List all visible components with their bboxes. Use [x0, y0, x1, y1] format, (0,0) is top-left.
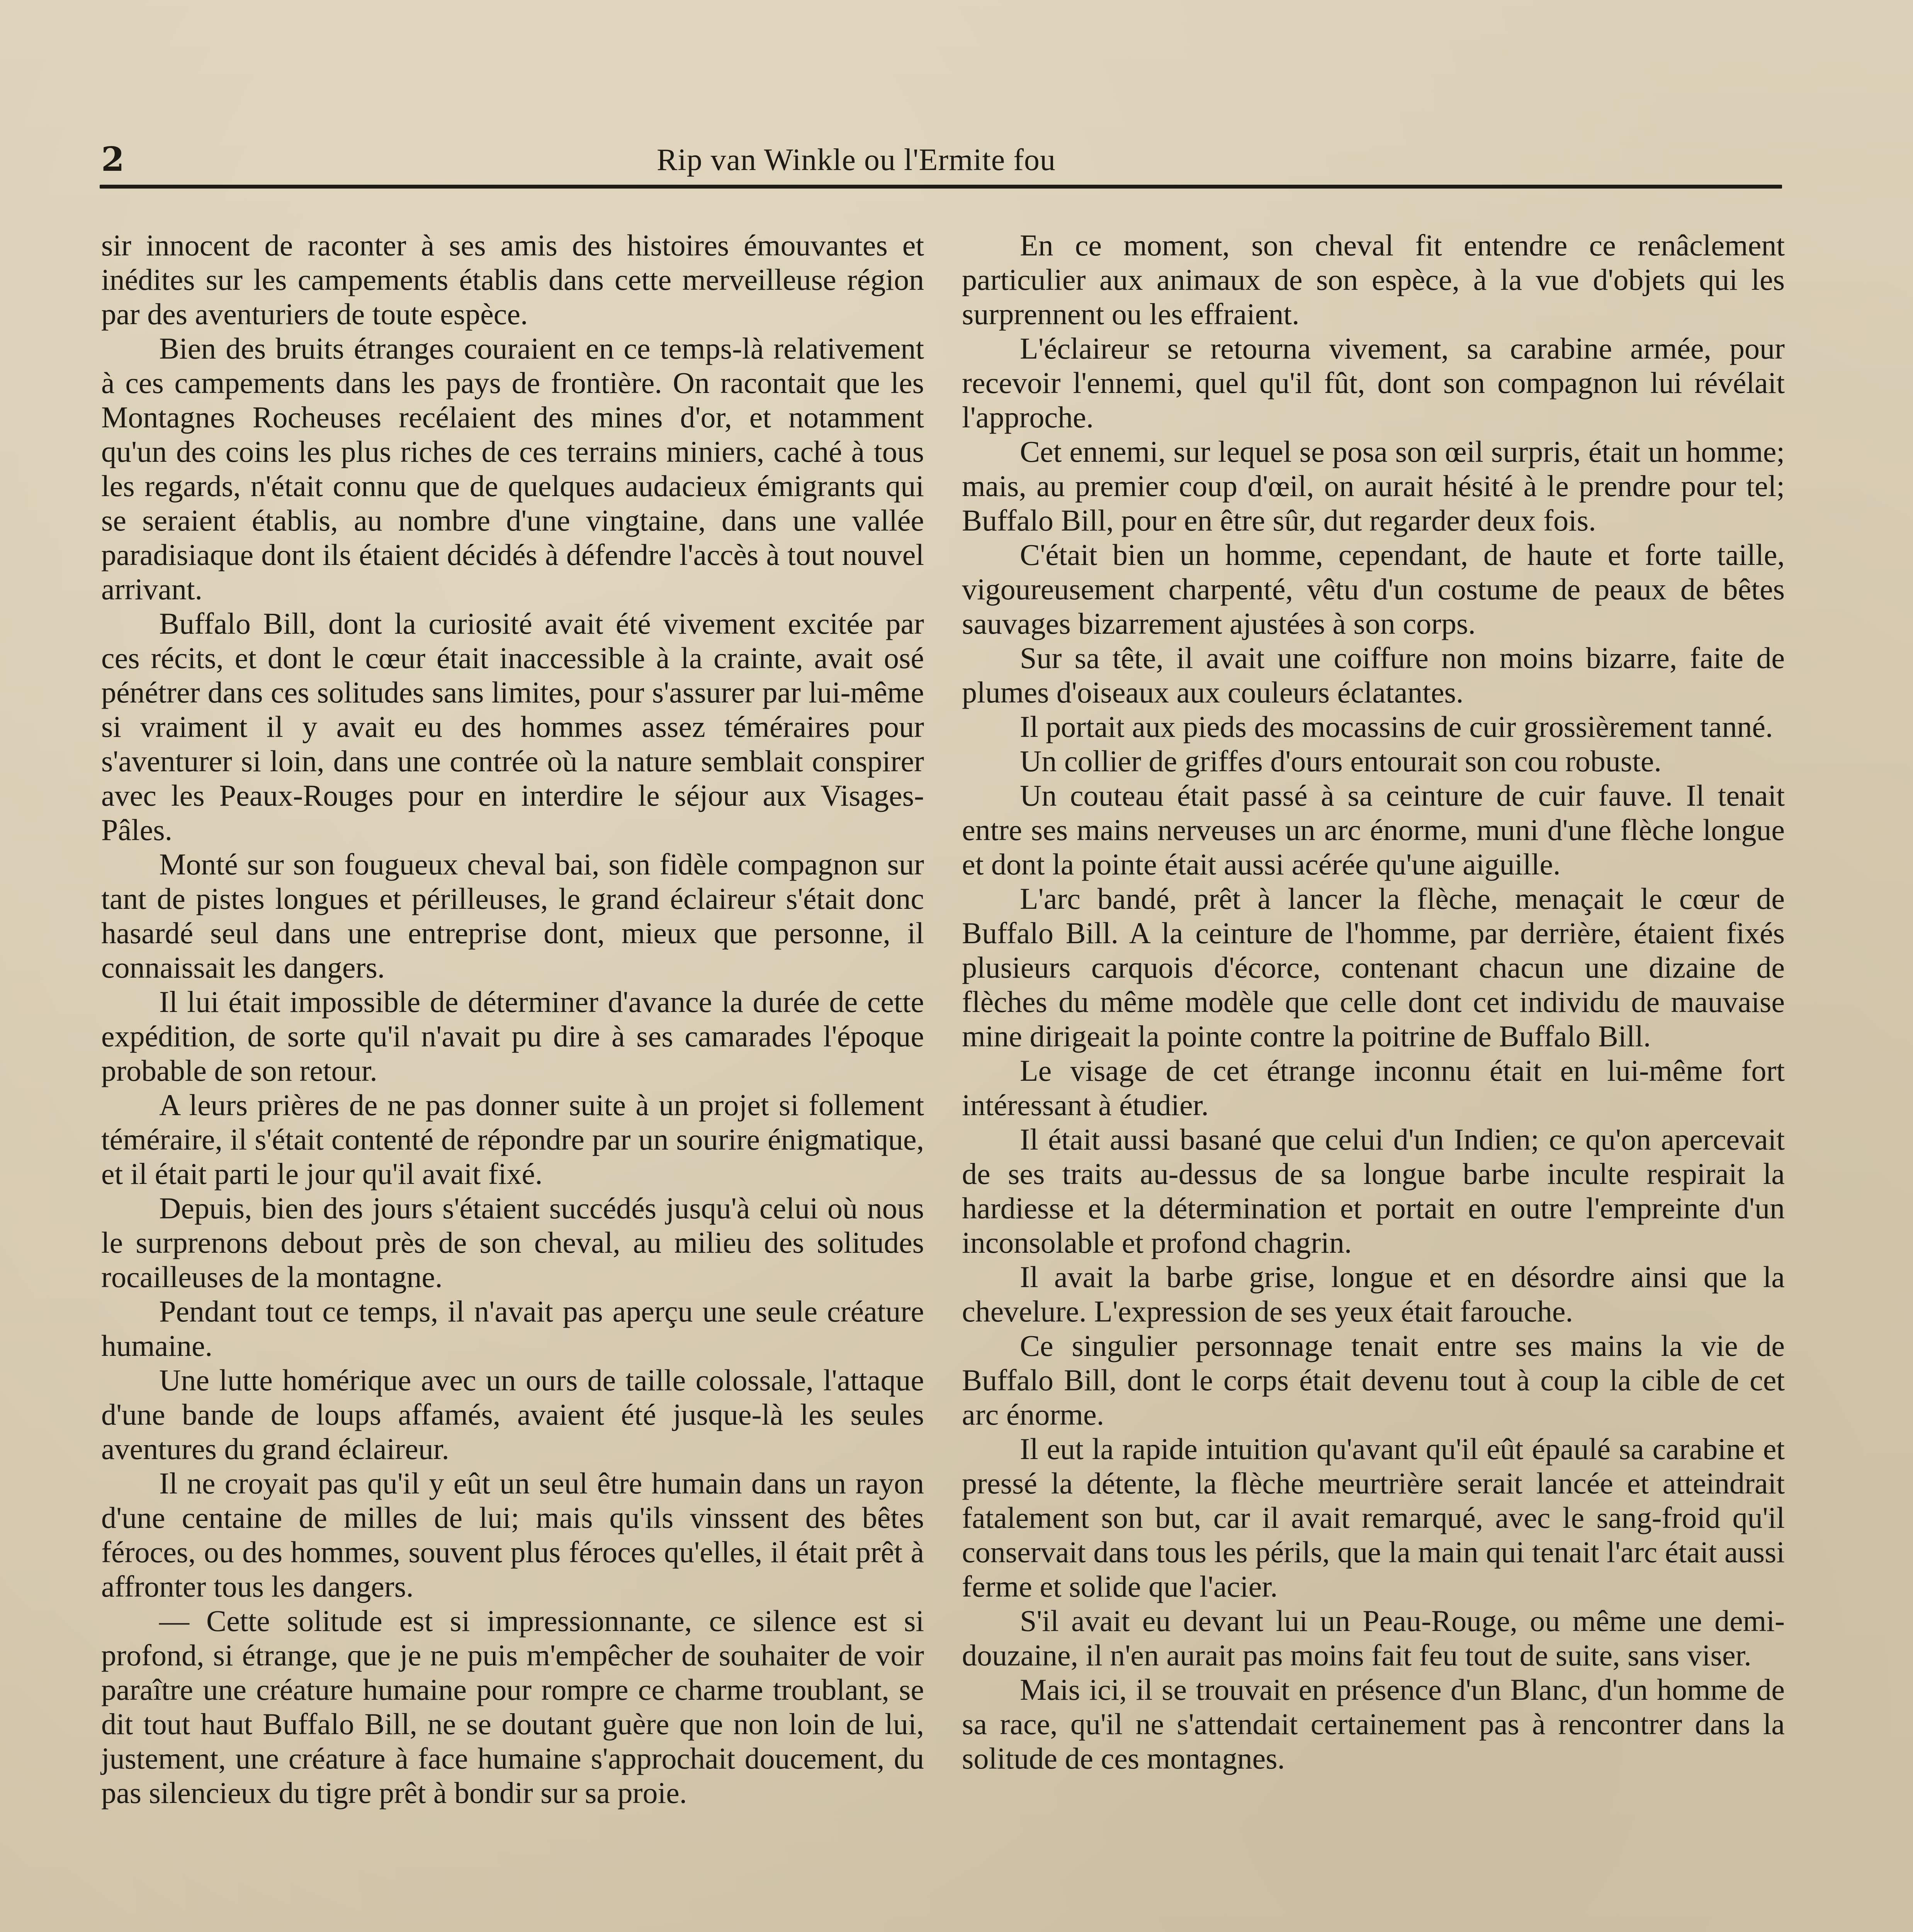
- paragraph: sir innocent de raconter à ses amis des histoires émouvantes et inédites sur les campements établis dans cette merveilleuse région par des aventuriers de toute espèce.: [101, 228, 924, 331]
- paragraph: Un collier de griffes d'ours entourait son cou robuste.: [1020, 744, 1662, 778]
- paragraph: En ce moment, son cheval fit entendre ce renâclement particulier aux animaux de son espèce, à la vue d'objets qui les surprennent ou les effraient.: [962, 228, 1785, 331]
- paragraph: Monté sur son fougueux cheval bai, son fidèle compagnon sur tant de pistes longues et périlleuses, le grand éclaireur s'était donc hasardé seul dans une entreprise dont, mieux que personne, il connaissait les dangers.: [101, 847, 924, 984]
- paragraph: Il eut la rapide intuition qu'avant qu'il eût épaulé sa carabine et pressé la détente, la flèche meurtrière serait lancée et atteindrait fatalement son but, car il avait remarqué, avec le sang-froid qu'il conservait dans tous les périls, que la main qui tenait l'arc était aussi ferme et solide que l'acier.: [962, 1432, 1785, 1603]
- paragraph: A leurs prières de ne pas donner suite à un projet si follement téméraire, il s'était contenté de répondre par un sourire énigmatique, et il était parti le jour qu'il avait fixé.: [101, 1088, 924, 1190]
- page-number: 2: [101, 140, 124, 179]
- paragraph: L'arc bandé, prêt à lancer la flèche, menaçait le cœur de Buffalo Bill. A la ceinture de l'homme, par derrière, étaient fixés plusieurs carquois d'écorce, contenant chacun une dizaine de flèches du même modèle que celle dont cet individu de mauvaise mine dirigeait la pointe contre la poitrine de Buffalo Bill.: [962, 882, 1785, 1053]
- paragraph: Le visage de cet étrange inconnu était en lui-même fort intéressant à étudier.: [962, 1054, 1785, 1122]
- paragraph: Il était aussi basané que celui d'un Indien; ce qu'on apercevait de ses traits au-dessus de sa longue barbe inculte respirait la hardiesse et la détermination et portait en outre l'empreinte d'un inconsolable et profond chagrin.: [962, 1122, 1785, 1259]
- paragraph: Une lutte homérique avec un ours de taille colossale, l'attaque d'une bande de loups affamés, avaient été jusque-là les seules aventures du grand éclaireur.: [101, 1363, 924, 1466]
- paragraph: C'était bien un homme, cependant, de haute et forte taille, vigoureusement charpenté, vêtu d'un costume de peaux de bêtes sauvages bizarrement ajustées à son corps.: [962, 538, 1785, 640]
- paragraph: Pendant tout ce temps, il n'avait pas aperçu une seule créature humaine.: [101, 1294, 924, 1362]
- paragraph: Cet ennemi, sur lequel se posa son œil surpris, était un homme; mais, au premier coup d'œil, on aurait hésité à le prendre pour tel; Buffalo Bill, pour en être sûr, dut regarder deux fois.: [962, 435, 1785, 537]
- running-title: Rip van Winkle ou l'Ermite fou: [657, 143, 1056, 177]
- paragraph: S'il avait eu devant lui un Peau-Rouge, ou même une demi-douzaine, il n'en aurait pas moins fait feu tout de suite, sans viser.: [962, 1604, 1785, 1672]
- paragraph: Bien des bruits étranges couraient en ce temps-là relativement à ces campements dans les pays de frontière. On racontait que les Montagnes Rocheuses recélaient des mines d'or, et notamment qu'un des coins les plus riches de ces terrains miniers, caché à tous les regards, n'était connu que de quelques audacieux émigrants qui se seraient établis, au nombre d'une vingtaine, dans une vallée paradisiaque dont ils étaient décidés à défendre l'accès à tout nouvel arrivant.: [101, 332, 924, 606]
- paragraph: L'éclaireur se retourna vivement, sa carabine armée, pour recevoir l'ennemi, quel qu'il fût, dont son compagnon lui révélait l'approche.: [962, 332, 1785, 434]
- paragraph: Mais ici, il se trouvait en présence d'un Blanc, d'un homme de sa race, qu'il ne s'attendait certainement pas à rencontrer dans la solitude de ces montagnes.: [962, 1673, 1785, 1775]
- paragraph: Sur sa tête, il avait une coiffure non moins bizarre, faite de plumes d'oiseaux aux couleurs éclatantes.: [962, 641, 1785, 709]
- paragraph: Il avait la barbe grise, longue et en désordre ainsi que la chevelure. L'expression de ses yeux était farouche.: [962, 1260, 1785, 1328]
- left-column: [101, 228, 924, 1810]
- paragraph: Il portait aux pieds des mocassins de cuir grossièrement tanné.: [1020, 710, 1773, 743]
- right-column: [962, 228, 1785, 1776]
- paragraph: Il ne croyait pas qu'il y eût un seul être humain dans un rayon d'une centaine de milles de lui; mais qu'ils vinssent des bêtes féroces, ou des hommes, souvent plus féroces qu'elles, il était prêt à affronter tous les dangers.: [101, 1466, 924, 1603]
- paragraph: Un couteau était passé à sa ceinture de cuir fauve. Il tenait entre ses mains nerveuses un arc énorme, muni d'une flèche longue et dont la pointe était aussi acérée qu'une aiguille.: [962, 779, 1785, 881]
- paragraph: Depuis, bien des jours s'étaient succédés jusqu'à celui où nous le surprenons debout près de son cheval, au milieu des solitudes rocailleuses de la montagne.: [101, 1191, 924, 1294]
- paragraph: — Cette solitude est si impressionnante, ce silence est si profond, si étrange, que je ne puis m'empêcher de souhaiter de voir paraître une créature humaine pour rompre ce charme troublant, se dit tout haut Buffalo Bill, ne se doutant guère que non loin de lui, justement, une créature à face humaine s'approchait doucement, du pas silencieux du tigre prêt à bondir sur sa proie.: [101, 1604, 924, 1810]
- paragraph: Buffalo Bill, dont la curiosité avait été vivement excitée par ces récits, et dont le cœur était inaccessible à la crainte, avait osé pénétrer dans ces solitudes sans limites, pour s'assurer par lui-même si vraiment il y avait eu des hommes assez téméraires pour s'aventurer si loin, dans une contrée où la nature semblait conspirer avec les Peaux-Rouges pour en interdire le séjour aux Visages-Pâles.: [101, 607, 924, 847]
- paragraph: Il lui était impossible de déterminer d'avance la durée de cette expédition, de sorte qu'il n'avait pu dire à ses camarades l'époque probable de son retour.: [101, 985, 924, 1087]
- paragraph: Ce singulier personnage tenait entre ses mains la vie de Buffalo Bill, dont le corps était devenu tout à coup la cible de cet arc énorme.: [962, 1329, 1785, 1431]
- header-rule: [100, 185, 1782, 189]
